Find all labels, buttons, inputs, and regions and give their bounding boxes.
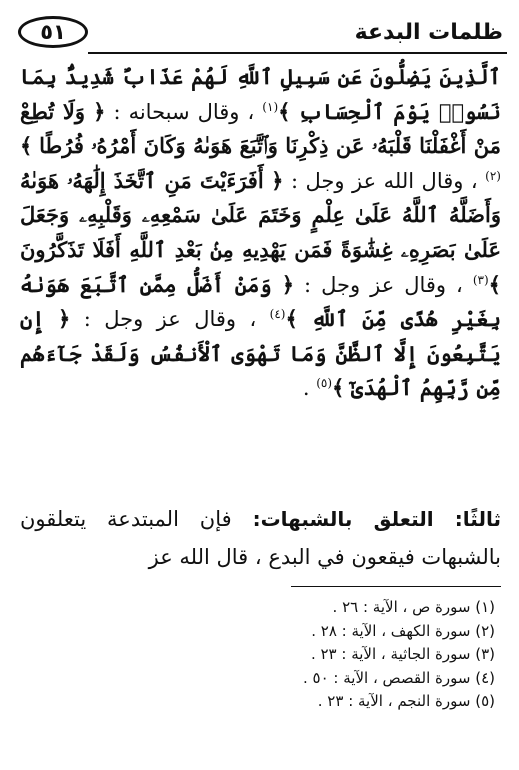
footnote-ref-4: (٤) [269,307,286,322]
body-end-period: . [302,376,310,401]
body-text-3: ، وقال عز وجل : [304,272,463,297]
footnote-ref-3: (٣) [472,272,489,287]
footnote-3: (٣) سورة الجاثية ، الآية : ٢٣ . [310,645,495,663]
ornate-bracket-open: ﴿ [271,167,284,193]
page-number: ٥١ [18,16,88,48]
body-text-4: ، وقال عز وجل : [83,307,257,332]
footnote-ref-1: (١) [262,99,279,114]
body-text-2: ، وقال الله عز وجل : [290,168,478,193]
quran-verse-5: إِن يَتَّبِعُونَ إِلَّا ٱلظَّنَّ وَمَا تَهْوَى ٱلْأَنفُسُ وَلَقَدْ جَآءَهُم مِّن رَّبِّهِمُ ٱلْهُدَىٰٓ [20,306,501,401]
footnote-4: (٤) سورة القصص ، الآية : ٥٠ . [302,668,495,687]
section-text: فإن المبتدعة يتعلقون بالشبهات فيقعون في البدع ، قال الله عز [20,507,501,569]
quran-verse-1: ٱلَّذِينَ يَضِلُّونَ عَن سَبِيلِ ٱللَّهِ لَهُمْ عَذَابٌ شَدِيدٌۢ بِمَا نَسُوا۟ يَوْمَ ٱلْحِسَابِ [20,64,501,124]
ornate-bracket-close: ﴾ [278,98,291,124]
page-header [14,16,507,56]
ornate-bracket-close: ﴾ [332,375,345,401]
ornate-bracket-open: ﴿ [281,271,295,297]
section-heading: ثالثًا: التعلق بالشبهات: [252,507,501,531]
ornate-bracket-open: ﴿ [58,306,71,332]
body-paragraph [20,60,501,406]
quran-verse-4: وَمَنْ أَضَلُّ مِمَّنِ ٱتَّبَعَ هَوَىٰهُ بِغَيْرِ هُدًى مِّنَ ٱللَّهِ [20,271,502,332]
quran-verse-2: وَلَا تُطِعْ مَنْ أَغْفَلْنَا قَلْبَهُۥ عَن ذِكْرِنَا وَٱتَّبَعَ هَوَىٰهُ وَكَانَ أَمْرُهُۥ فُرُطًا [20,98,501,159]
body-text-1: ، وقال سبحانه : [113,99,255,124]
footnotes [20,596,495,714]
ornate-bracket-close: ﴾ [488,271,501,297]
footnote-1: (١) سورة ص ، الآية : ٢٦ . [332,598,495,616]
footnote-5: (٥) سورة النجم ، الآية : ٢٣ . [317,692,495,710]
quran-verse-3: أَفَرَءَيْتَ مَنِ ٱتَّخَذَ إِلَٰهَهُۥ هَوَىٰهُ وَأَضَلَّهُ ٱللَّهُ عَلَىٰ عِلْمٍ وَخَتَمَ عَلَىٰ سَمْعِهِۦ وَقَلْبِهِۦ وَجَعَلَ عَلَىٰ بَصَرِهِۦ غِشَٰوَةً فَمَن يَهْدِيهِ مِنۢ بَعْدِ ٱللَّهِ أَفَلَا تَذَكَّرُونَ [20,167,501,262]
ornate-bracket-close: ﴾ [20,133,33,159]
header-rule [88,52,507,54]
section-paragraph [20,500,501,576]
footnote-divider [291,586,501,587]
ornate-bracket-open: ﴿ [93,98,106,124]
footnote-ref-5: (٥) [316,376,333,391]
ornate-bracket-close: ﴾ [285,306,298,332]
footnote-ref-2: (٢) [485,168,501,183]
running-title: ظلمات البدعة [354,20,503,45]
footnote-2: (٢) سورة الكهف ، الآية : ٢٨ . [311,621,495,640]
